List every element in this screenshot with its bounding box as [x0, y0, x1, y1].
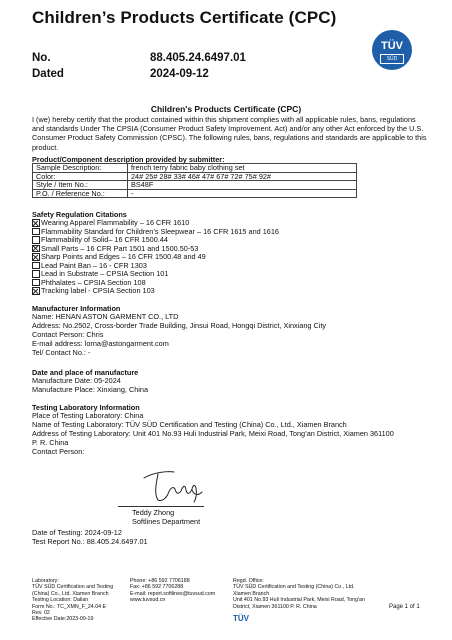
footer-line: E-mail: report.softlines@tuvsud.com	[130, 590, 216, 597]
footer-line: Form No.: TC_XMN_F_24.04 E	[32, 603, 107, 610]
row-value: BS48F	[128, 181, 357, 190]
citation-label: Wearing Apparel Flammability – 16 CFR 1610	[41, 218, 190, 227]
footer-lab-column	[32, 578, 113, 623]
table-row	[33, 164, 357, 173]
manufacturer-address: Address: No.2502, Cross-border Trade Building, Jinsui Road, Hongqi District, Xinxiang City	[32, 321, 327, 330]
tuv-sud-logo	[372, 30, 412, 70]
checkbox-icon	[32, 262, 40, 270]
lab-contact-person: Contact Person:	[32, 447, 85, 456]
citation-label: Phthalates – CPSIA Section 108	[41, 277, 146, 287]
citation-label: Lead Paint Ban – 16 - CFR 1303	[41, 260, 147, 270]
footer-line: Rev. 02	[32, 610, 50, 617]
footer-line: (China) Co., Ltd. Xiamen Branch	[32, 590, 109, 597]
checkbox-icon	[32, 219, 40, 227]
citation-label: Flammability Standard for Children’s Sleepwear – 16 CFR 1615 and 1616	[41, 226, 279, 236]
date-place-heading: Date and place of manufacture	[32, 368, 139, 377]
footer-line: Phone: +86 592 7706188	[130, 578, 190, 584]
row-label: Style / Item No.:	[33, 181, 128, 190]
row-value: french terry fabric baby clothing set	[128, 164, 357, 173]
date-of-testing: Date of Testing: 2024-09-12	[32, 528, 122, 537]
certificate-number-label: No.	[32, 52, 51, 64]
citation-label: Flammability of Solid– 16 CFR 1500.44	[41, 235, 168, 244]
manufacture-date: Manufacture Date: 05-2024	[32, 376, 121, 385]
lab-address: Address of Testing Laboratory: Unit 401 No.93 Huli Industrial Park, Meixi Road, Tong’an District, Xiamen 361100	[32, 429, 394, 438]
lab-address-country: P. R. China	[32, 438, 69, 447]
footer-office-column	[233, 578, 365, 610]
footer-line: TÜV SÜD Certification and Testing (China) Co., Ltd.	[233, 584, 355, 591]
footer-line: District, Xiamen 361100 P. R. China	[233, 603, 317, 610]
row-value: -	[128, 189, 357, 198]
certificate-title: Children's Products Certificate (CPC)	[150, 104, 302, 114]
citation-item	[32, 219, 189, 227]
footer-line: Effective Date:2023-09-19	[32, 616, 94, 623]
lab-name: Name of Testing Laboratory: TÜV SÜD Certification and Testing (China) Co., Ltd., Xiamen Branch	[32, 420, 347, 429]
table-row	[33, 181, 357, 190]
citation-label: Tracking label - CPSIA Section 103	[41, 286, 155, 295]
signature-icon	[140, 462, 206, 504]
row-value: 24# 25# 28# 33# 46# 47# 67# 72# 75# 92#	[128, 172, 357, 181]
checkbox-icon	[32, 245, 40, 253]
footer-line: Laboratory:	[32, 578, 59, 584]
footer-line: Xiamen Branch	[233, 590, 270, 597]
checkbox-icon	[32, 287, 40, 295]
footer-line: Regd. Office:	[233, 578, 264, 584]
product-table	[32, 163, 357, 198]
footer-contact-column	[130, 578, 215, 604]
footer-tuv-logo: TÜV	[233, 614, 249, 623]
citation-label: Lead in Substrate – CPSIA Section 101	[41, 269, 169, 278]
footer-line: Fax: +86 592 7706288	[130, 584, 184, 591]
logo-text: TÜV	[381, 40, 403, 52]
row-label: Color:	[33, 172, 128, 181]
manufacturer-heading: Manufacturer Information	[32, 304, 121, 313]
citation-label: Small Parts – 16 CFR Part 1501 and 1500.50-53	[41, 243, 199, 253]
citation-item	[32, 270, 168, 278]
footer-line: TÜV SÜD Certification and Testing	[32, 584, 114, 591]
signatory-department: Softlines Department	[132, 517, 201, 526]
signatory-name: Teddy Zhong	[132, 508, 175, 517]
footer-line: Unit 401 No.93 Huli Industrial Park, Meixi Road, Tong'an	[233, 597, 365, 604]
certification-statement: I (we) hereby certify that the product contained within this shipment complies with all applicable rules, bans, regulations and standards Under The CPSIA (Consumer Product Safety Improvement. Act) and/or any other Act enforced by the U.S. Consumer Product Safety Commission (CPSC). The following rules, bans, regulations and standards are applicable to this product.	[32, 115, 427, 152]
testing-heading: Testing Laboratory Information	[32, 403, 140, 412]
product-heading: Product/Component description provided by submitter:	[32, 155, 225, 164]
row-label: Sample Description:	[33, 164, 128, 173]
footer-line: Testing Location: Dalian	[32, 597, 89, 604]
citation-item	[32, 253, 206, 261]
footer-line: www.tuvsud.cn	[130, 597, 166, 604]
page-title: Children’s Products Certificate (CPC)	[32, 8, 337, 27]
email-address: E-mail address: lorna@astongarment.com	[32, 339, 169, 348]
table-row	[33, 189, 357, 198]
row-label: P.O. / Reference No.:	[33, 189, 128, 198]
contact-person: Contact Person: Chris	[32, 330, 104, 339]
dated-value: 2024-09-12	[150, 68, 209, 80]
certificate-number: 88.405.24.6497.01	[150, 52, 246, 64]
citation-label: Sharp Points and Edges – 16 CFR 1500.48 and 49	[41, 252, 206, 261]
citation-item	[32, 287, 155, 295]
lab-place: Place of Testing Laboratory: China	[32, 411, 144, 420]
manufacture-place: Manufacture Place: Xinxiang, China	[32, 385, 149, 394]
checkbox-icon	[32, 270, 40, 278]
checkbox-icon	[32, 279, 40, 287]
page-number: Page 1 of 1	[389, 604, 420, 610]
logo-sub: SÜD	[380, 54, 404, 64]
contact-number: Tel/ Contact No.: -	[32, 348, 91, 357]
test-report-number: Test Report No.: 88.405.24.6497.01	[32, 537, 148, 546]
checkbox-icon	[32, 253, 40, 261]
checkbox-icon	[32, 236, 40, 244]
manufacturer-name: Name: HENAN ASTON GARMENT CO., LTD	[32, 312, 179, 321]
safety-heading: Safety Regulation Citations	[32, 210, 127, 219]
dated-label: Dated	[32, 68, 64, 80]
checkbox-icon	[32, 228, 40, 236]
signature-line	[118, 506, 204, 507]
citation-item	[32, 236, 168, 244]
